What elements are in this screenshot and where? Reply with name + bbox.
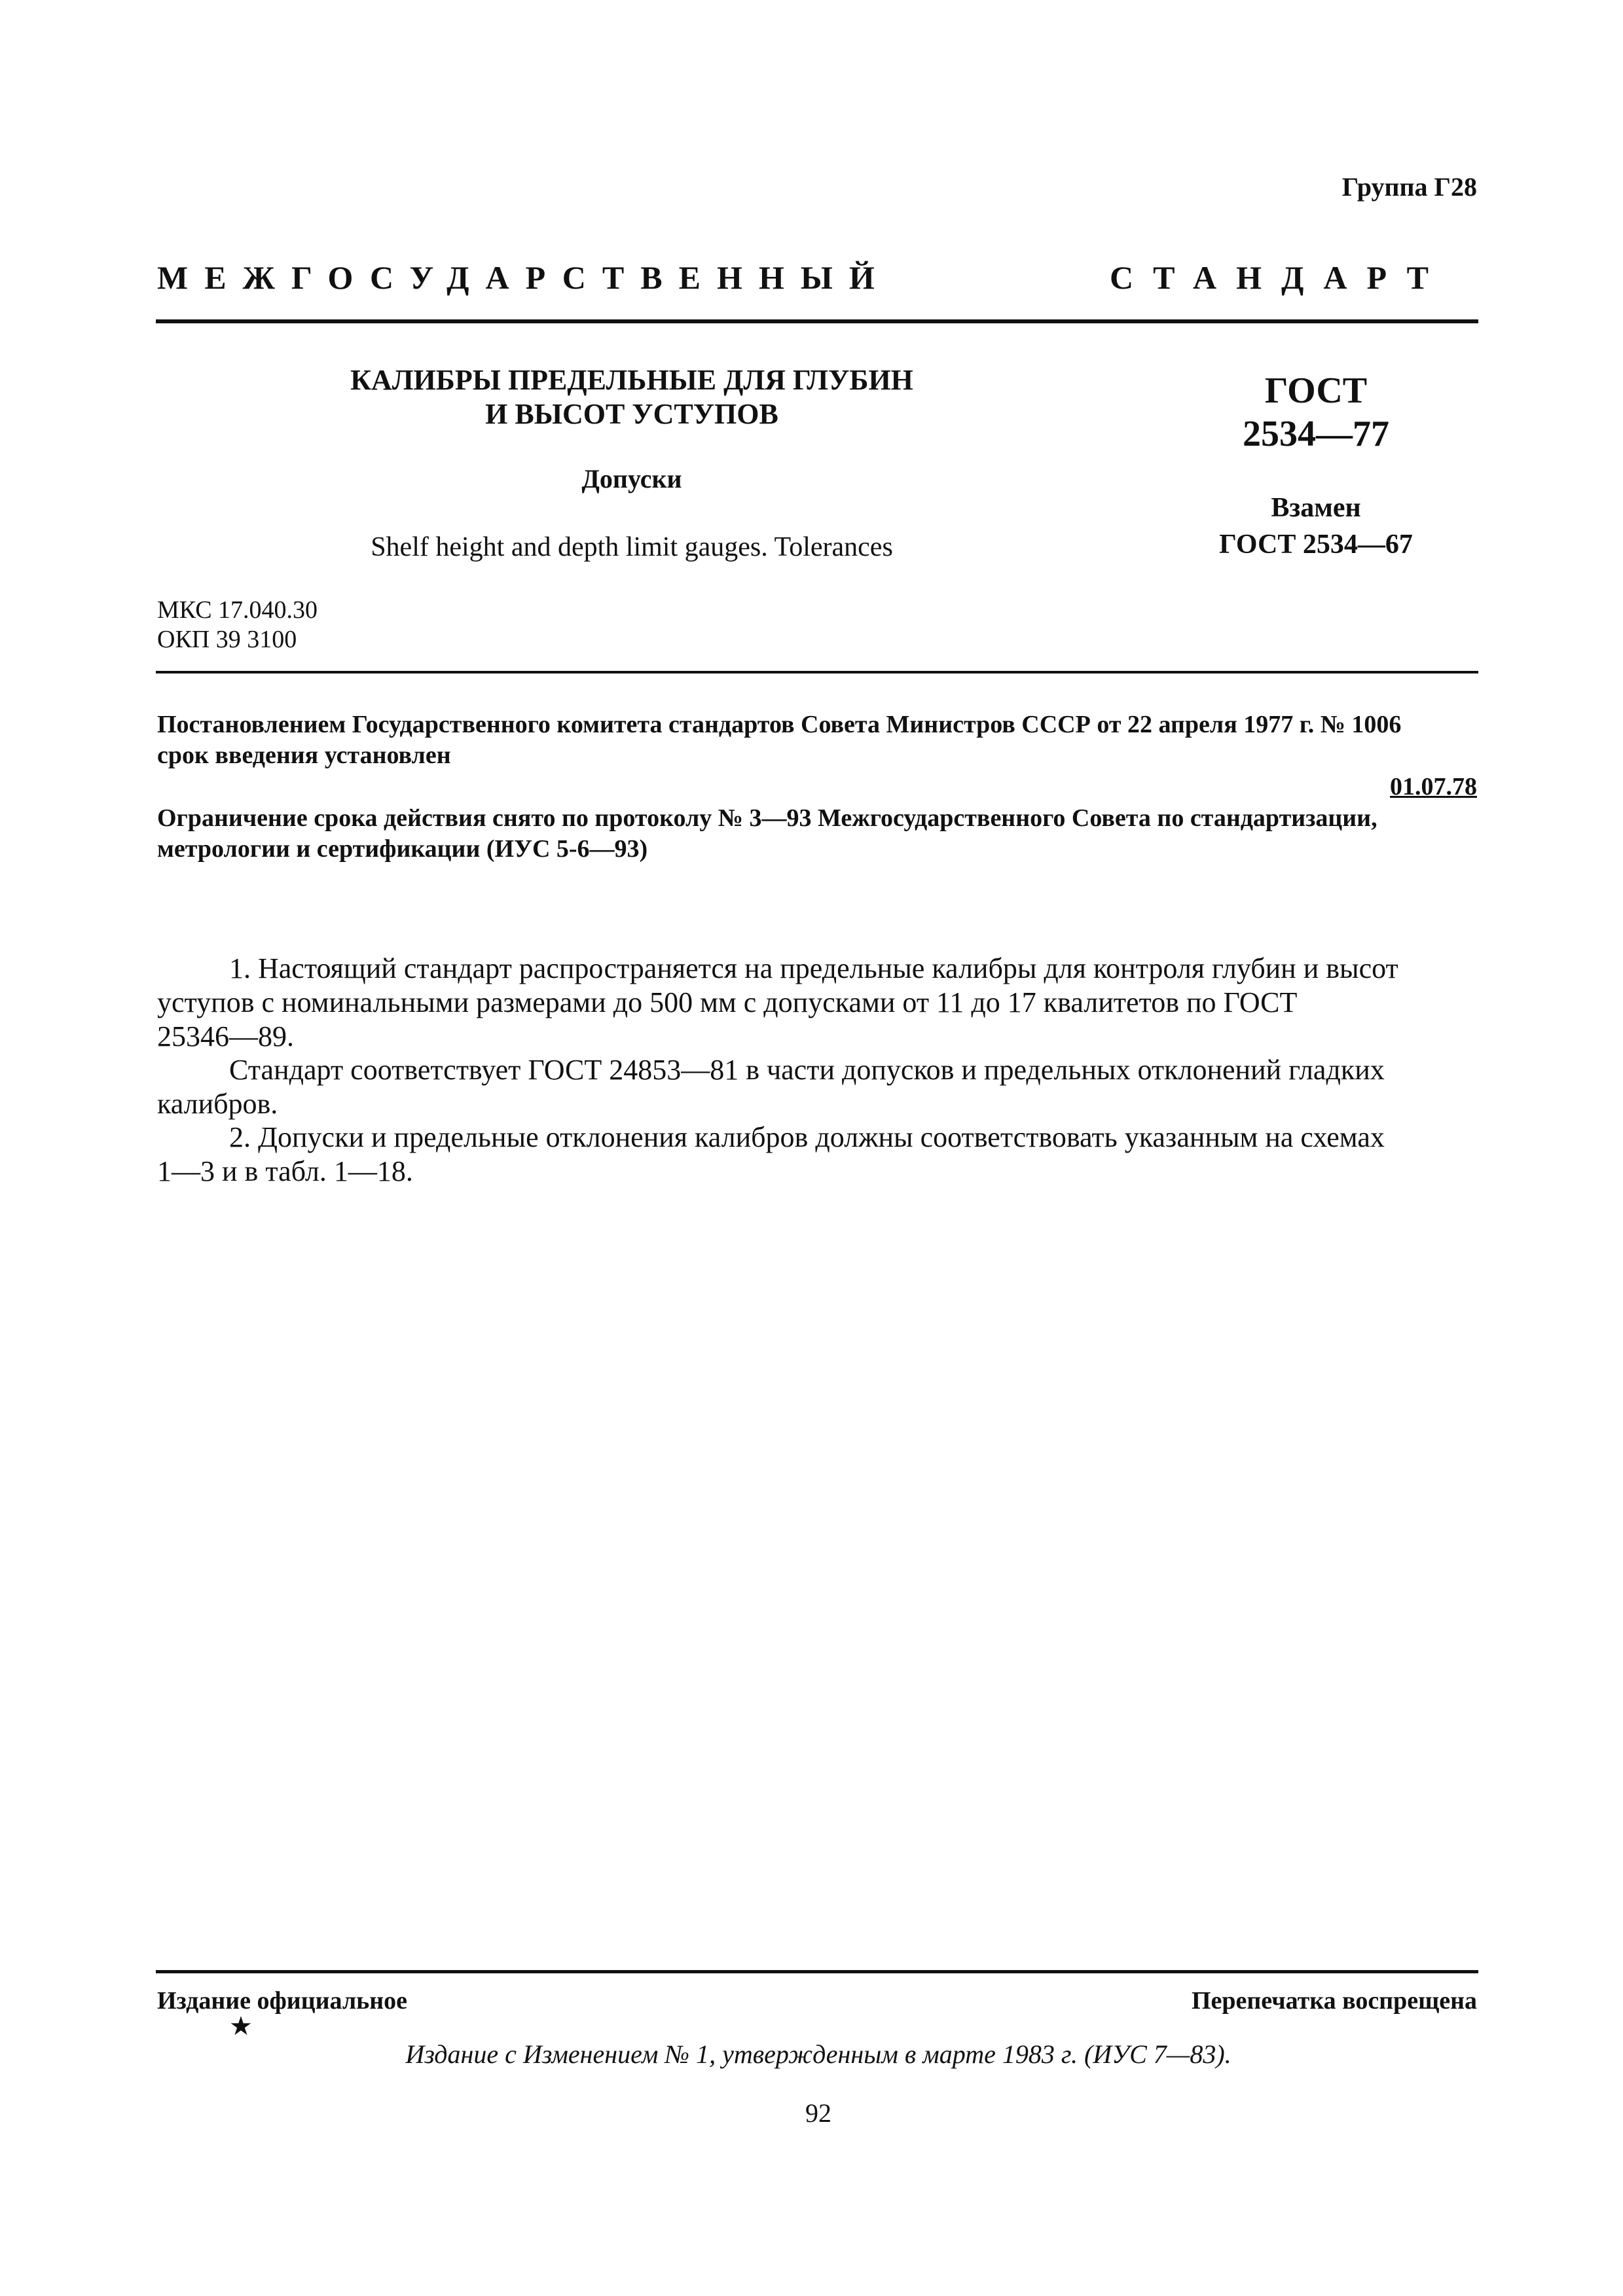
decree-text-line-2: срок введения установлен [157,742,451,769]
clause-2-line-2: 1—3 и в табл. 1—18. [157,1155,413,1187]
conformance-line-1: Стандарт соответствует ГОСТ 24853—81 в части допусков и предельных отклонений гладких [229,1054,1385,1086]
clause-1-line-2: уступов с номинальными размерами до 500 мм с допусками от 11 до 17 квалитетов по ГОСТ [157,986,1298,1018]
effective-date: 01.07.78 [1390,773,1477,800]
gost-number: 2534—77 [1243,414,1389,454]
document-subtitle: Допуски [581,464,682,493]
decree-text-line-1: Постановлением Государственного комитета стандартов Совета Министров СССР от 22 апреля 1977 г. № 1006 [157,711,1402,738]
document-title-line-2: И ВЫСОТ УСТУПОВ [485,398,778,430]
star-icon: ★ [229,2011,253,2041]
amendment-note: Издание с Изменением № 1, утвержденным в марте 1983 г. (ИУС 7—83). [405,2039,1231,2069]
clause-1-line-3: 25346—89. [157,1020,294,1052]
reprint-prohibited-label: Перепечатка воспрещена [1191,1987,1477,2015]
limit-removal-line-1: Ограничение срока действия снято по протоколу № 3—93 Межгосударственного Совета по стандартизации, [157,804,1377,832]
mks-code: МКС 17.040.30 [157,596,318,624]
english-title: Shelf height and depth limit gauges. Tolerances [371,532,893,562]
document-title-line-1: КАЛИБРЫ ПРЕДЕЛЬНЫЕ ДЛЯ ГЛУБИН [350,364,913,396]
conformance-line-2: калибров. [157,1088,278,1120]
gost-label: ГОСТ [1264,370,1368,411]
clause-2-line-1: 2. Допуски и предельные отклонения калибров должны соответствовать указанным на схемах [229,1121,1385,1153]
standard-type-right: СТАНДАРТ [1110,259,1448,296]
replaces-value: ГОСТ 2534—67 [1219,529,1413,560]
okp-code: ОКП 39 3100 [157,626,297,653]
group-code: Группа Г28 [1341,172,1477,202]
standard-type-left: МЕЖГОСУДАРСТВЕННЫЙ [157,259,891,296]
codes-divider [156,671,1478,673]
official-edition-label: Издание официальное [157,1987,408,2015]
header-divider [156,319,1478,323]
clause-1-line-1: 1. Настоящий стандарт распространяется на предельные калибры для контроля глубин и высот [229,952,1398,984]
limit-removal-line-2: метрологии и сертификации (ИУС 5-6—93) [157,835,648,863]
page-number: 92 [805,2098,831,2128]
footer-divider [156,1970,1478,1973]
replaces-label: Взамен [1271,493,1361,523]
